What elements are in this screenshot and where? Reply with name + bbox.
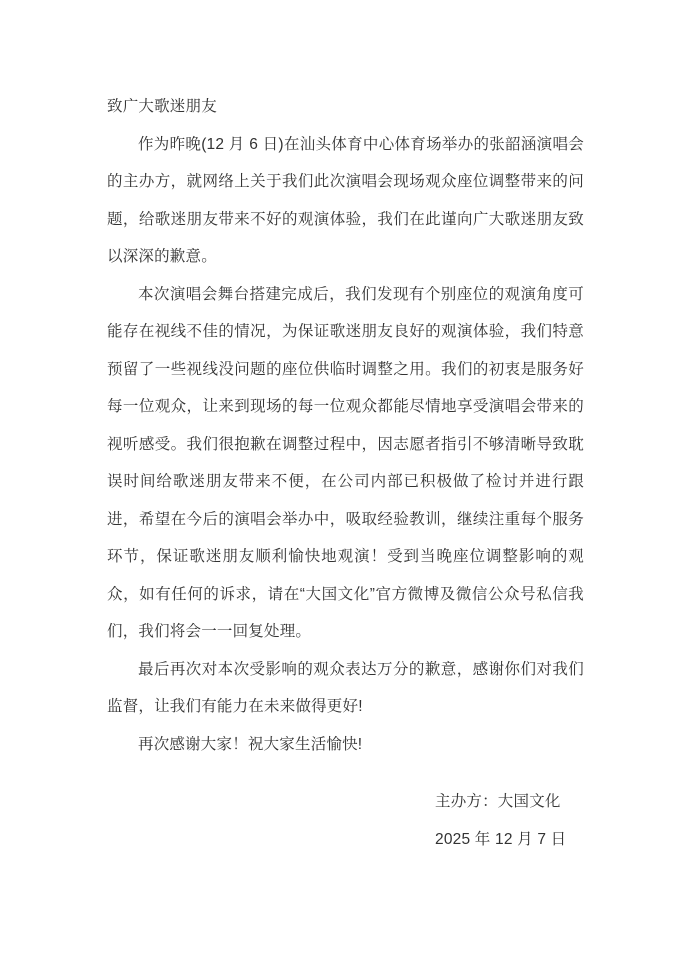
letter-paragraph-2: 本次演唱会舞台搭建完成后，我们发现有个别座位的观演角度可能存在视线不佳的情况，为保证歌迷朋友良好的观演体验，我们特意预留了一些视线没问题的座位供临时调整之用。我们的初衷是服务好每一位观众，让来到现场的每一位观众都能尽情地享受演唱会带来的视听感受。我们很抱歉在调整过程中，因志愿者指引不够清晰导致耽误时间给歌迷朋友带来不便，在公司内部已积极做了检讨并进行跟进，希望在今后的演唱会举办中，吸取经验教训，继续注重每个服务环节，保证歌迷朋友顺利愉快地观演！受到当晚座位调整影响的观众，如有任何的诉求，请在“大国文化”官方微博及微信公众号私信我们，我们将会一一回复处理。 xyxy=(107,285,584,640)
signature-date: 2025 年 12 月 7 日 xyxy=(435,830,567,848)
letter-paragraph-1: 作为昨晚(12 月 6 日)在汕头体育中心体育场举办的张韶涵演唱会的主办方，就网络上关于我们此次演唱会现场观众座位调整带来的问题，给歌迷朋友带来不好的观演体验，我们在此谨向广大歌迷朋友致以深深的歉意。 xyxy=(107,135,584,265)
signature-signer: 主办方：大国文化 xyxy=(435,793,561,810)
letter-paragraph-3: 最后再次对本次受影响的观众表达万分的歉意，感谢你们对我们监督，让我们有能力在未来做得更好! xyxy=(107,660,584,715)
letter-paragraph-4: 再次感谢大家！祝大家生活愉快! xyxy=(138,735,363,753)
signature-block xyxy=(435,783,584,858)
letter-title: 致广大歌迷朋友 xyxy=(107,98,217,115)
letter-body xyxy=(107,88,584,858)
